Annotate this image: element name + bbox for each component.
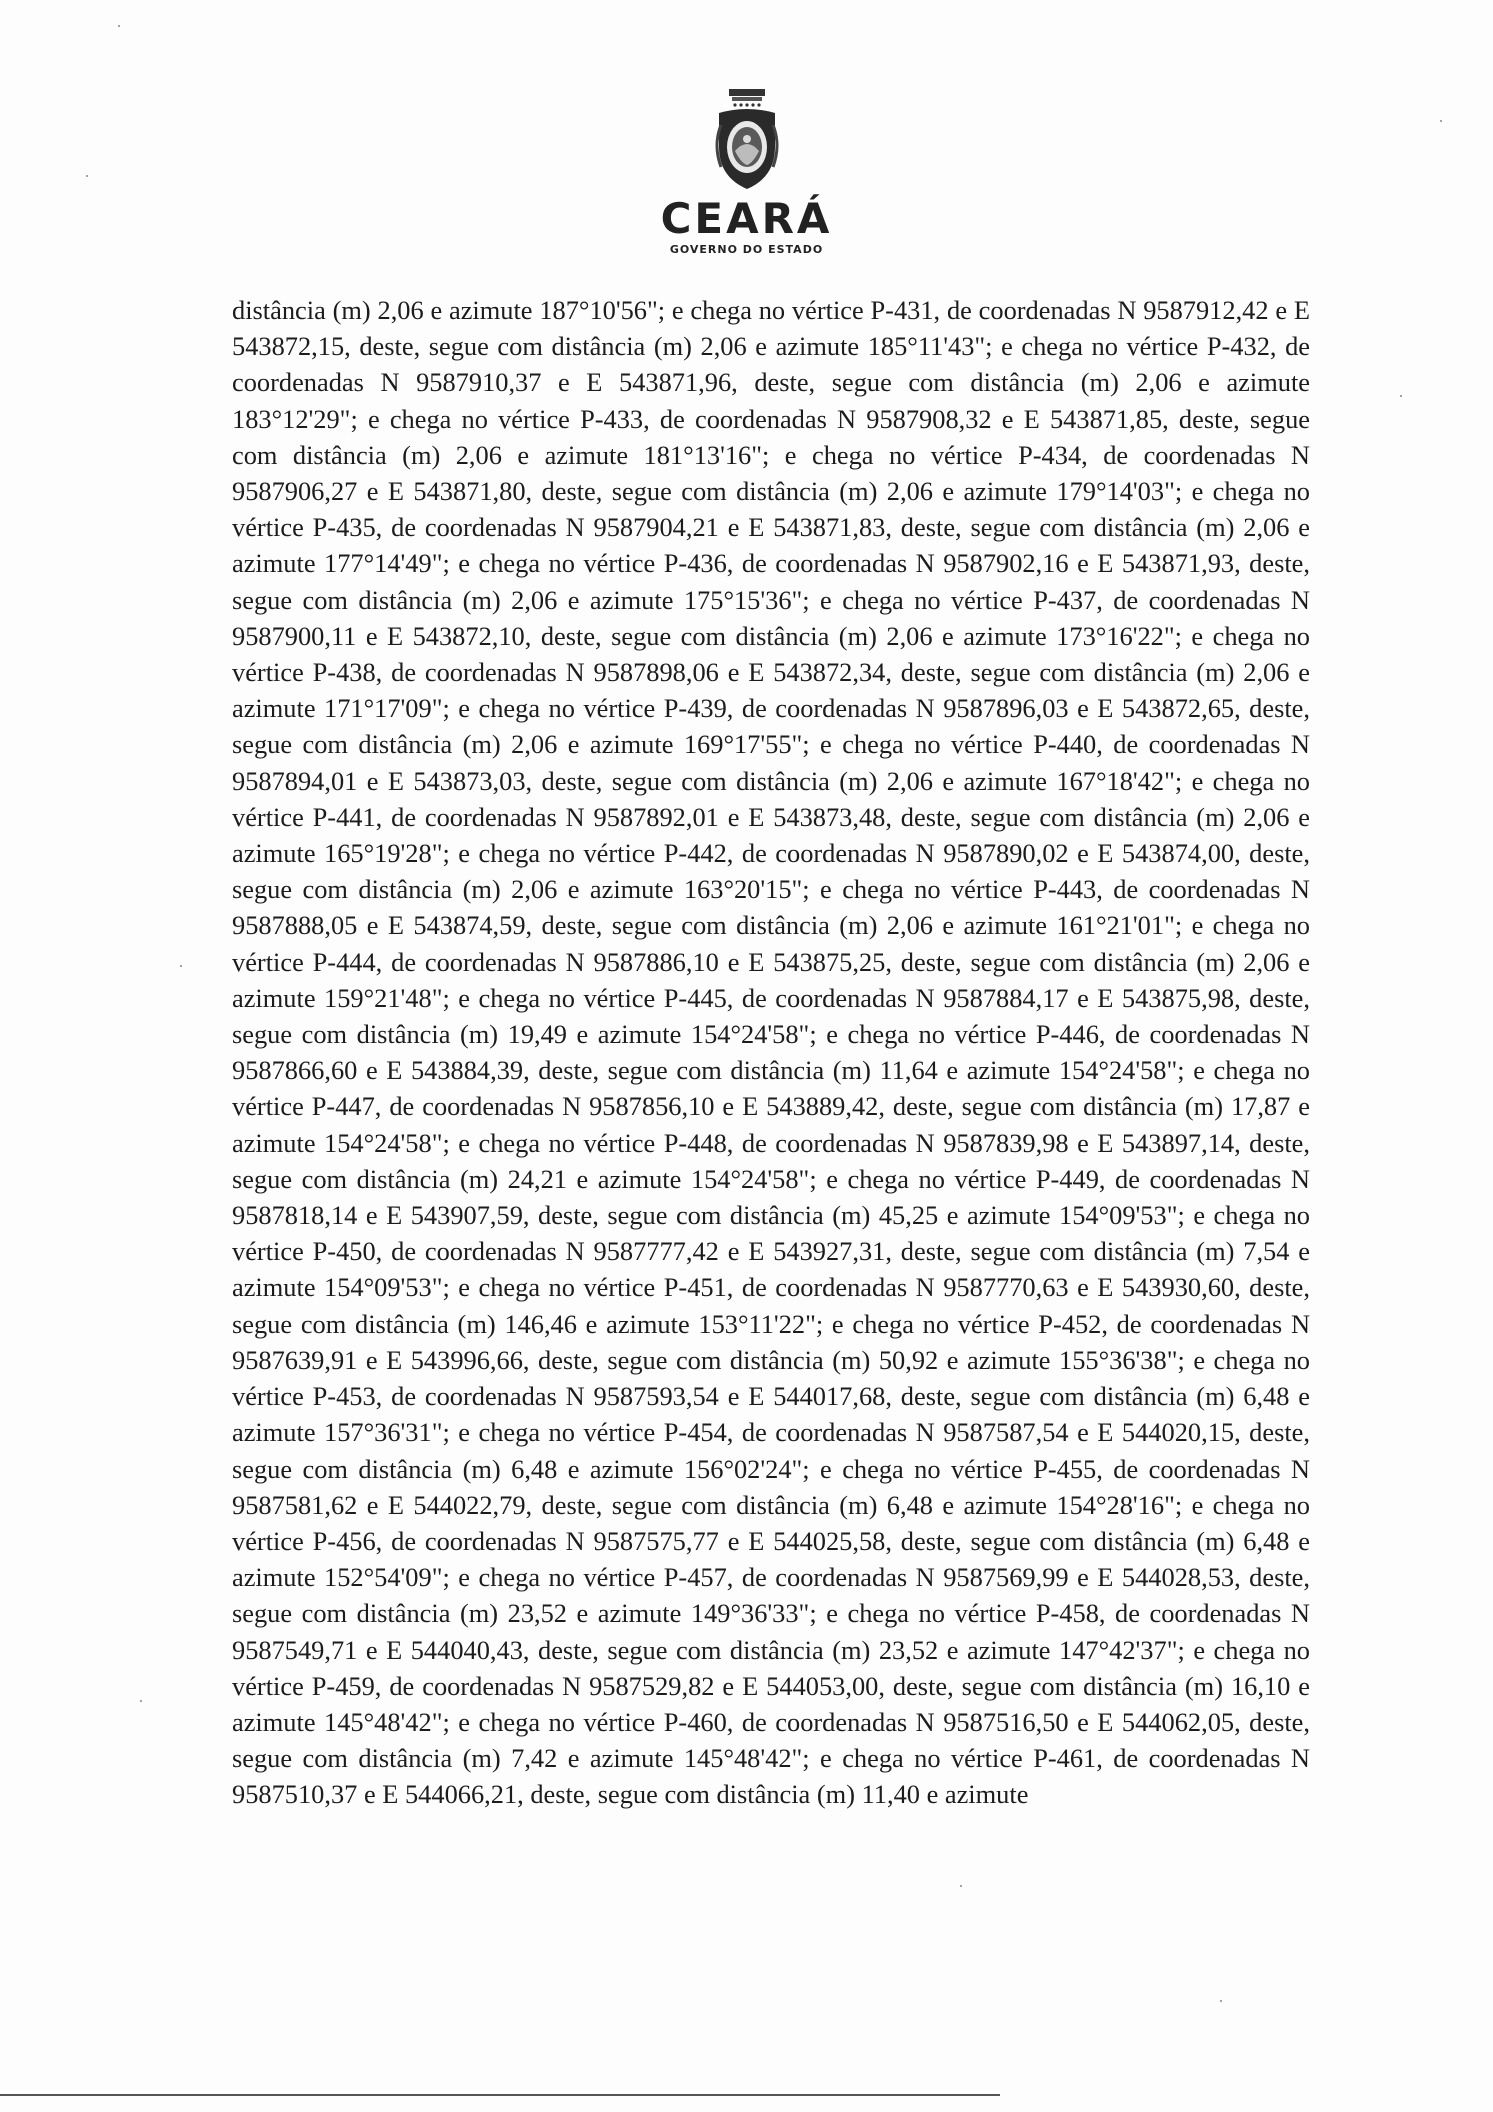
government-label: GOVERNO DO ESTADO [669,243,824,256]
state-coat-of-arms-icon [707,85,787,195]
scan-speck [960,1885,962,1887]
letterhead [0,85,1493,256]
property-boundary-description: distância (m) 2,06 e azimute 187°10'56"; e chega no vértice P-431, de coordenadas N 9587912,42 e E 543872,15, deste, segue com distância (m) 2,06 e azimute 185°11'43"; e chega no vértice P-432, de coordenadas N 9587910,37 e E 543871,96, deste, segue com distância (m) 2,06 e azimute 183°12'29"; e chega no vértice P-433, de coordenadas N 9587908,32 e E 543871,85, deste, segue com distância (m) 2,06 e azimute 181°13'16"; e chega no vértice P-434, de coordenadas N 9587906,27 e E 543871,80, deste, segue com distância (m) 2,06 e azimute 179°14'03"; e chega no vértice P-435, de coordenadas N 9587904,21 e E 543871,83, deste, segue com distância (m) 2,06 e azimute 177°14'49"; e chega no vértice P-436, de coordenadas N 9587902,16 e E 543871,93, deste, segue com distância (m) 2,06 e azimute 175°15'36"; e chega no vértice P-437, de coordenadas N 9587900,11 e E 543872,10, deste, segue com distância (m) 2,06 e azimute 173°16'22"; e chega no vértice P-438, de coordenadas N 9587898,06 e E 543872,34, deste, segue com distância (m) 2,06 e azimute 171°17'09"; e chega no vértice P-439, de coordenadas N 9587896,03 e E 543872,65, deste, segue com distância (m) 2,06 e azimute 169°17'55"; e chega no vértice P-440, de coordenadas N 9587894,01 e E 543873,03, deste, segue com distância (m) 2,06 e azimute 167°18'42"; e chega no vértice P-441, de coordenadas N 9587892,01 e E 543873,48, deste, segue com distância (m) 2,06 e azimute 165°19'28"; e chega no vértice P-442, de coordenadas N 9587890,02 e E 543874,00, deste, segue com distância (m) 2,06 e azimute 163°20'15"; e chega no vértice P-443, de coordenadas N 9587888,05 e E 543874,59, deste, segue com distância (m) 2,06 e azimute 161°21'01"; e chega no vértice P-444, de coordenadas N 9587886,10 e E 543875,25, deste, segue com distância (m) 2,06 e azimute 159°21'48"; e chega no vértice P-445, de coordenadas N 9587884,17 e E 543875,98, deste, segue com distância (m) 19,49 e azimute 154°24'58"; e chega no vértice P-446, de coordenadas N 9587866,60 e E 543884,39, deste, segue com distância (m) 11,64 e azimute 154°24'58"; e chega no vértice P-447, de coordenadas N 9587856,10 e E 543889,42, deste, segue com distância (m) 17,87 e azimute 154°24'58"; e chega no vértice P-448, de coordenadas N 9587839,98 e E 543897,14, deste, segue com distância (m) 24,21 e azimute 154°24'58"; e chega no vértice P-449, de coordenadas N 9587818,14 e E 543907,59, deste, segue com distância (m) 45,25 e azimute 154°09'53"; e chega no vértice P-450, de coordenadas N 9587777,42 e E 543927,31, deste, segue com distância (m) 7,54 e azimute 154°09'53"; e chega no vértice P-451, de coordenadas N 9587770,63 e E 543930,60, deste, segue com distância (m) 146,46 e azimute 153°11'22"; e chega no vértice P-452, de coordenadas N 9587639,91 e E 543996,66, deste, segue com distância (m) 50,92 e azimute 155°36'38"; e chega no vértice P-453, de coordenadas N 9587593,54 e E 544017,68, deste, segue com distância (m) 6,48 e azimute 157°36'31"; e chega no vértice P-454, de coordenadas N 9587587,54 e E 544020,15, deste, segue com distância (m) 6,48 e azimute 156°02'24"; e chega no vértice P-455, de coordenadas N 9587581,62 e E 544022,79, deste, segue com distância (m) 6,48 e azimute 154°28'16"; e chega no vértice P-456, de coordenadas N 9587575,77 e E 544025,58, deste, segue com distância (m) 6,48 e azimute 152°54'09"; e chega no vértice P-457, de coordenadas N 9587569,99 e E 544028,53, deste, segue com distância (m) 23,52 e azimute 149°36'33"; e chega no vértice P-458, de coordenadas N 9587549,71 e E 544040,43, deste, segue com distância (m) 23,52 e azimute 147°42'37"; e chega no vértice P-459, de coordenadas N 9587529,82 e E 544053,00, deste, segue com distância (m) 16,10 e azimute 145°48'42"; e chega no vértice P-460, de coordenadas N 9587516,50 e E 544062,05, deste, segue com distância (m) 7,42 e azimute 145°48'42"; e chega no vértice P-461, de coordenadas N 9587510,37 e E 544066,21, deste, segue com distância (m) 11,40 e azimute [232,295,1310,1810]
state-name: CEARÁ [660,194,833,243]
scan-speck [118,25,120,27]
scan-speck [140,1700,142,1702]
scan-speck [1440,120,1442,122]
scan-speck [86,175,88,177]
scan-speck [1220,2000,1222,2002]
footer-rule [0,2094,1000,2096]
scan-speck [180,965,182,967]
scan-speck [1400,395,1402,397]
